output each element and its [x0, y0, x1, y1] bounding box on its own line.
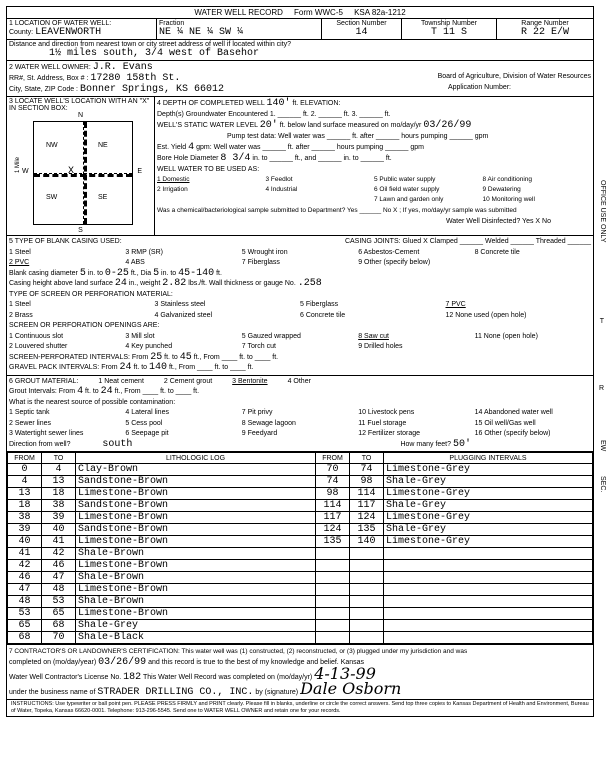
yield-text: gpm: Well water was ______ ft. after ______ hours pumping ______ gpm: [196, 144, 425, 151]
log-from[interactable]: 40: [8, 536, 42, 548]
screen-brass[interactable]: 2 Brass: [9, 311, 33, 319]
log-header-from: FROM: [8, 453, 42, 464]
section-7-certification: [7, 645, 593, 700]
log-to[interactable]: 48: [42, 584, 76, 596]
disinfected-text: Water Well Disinfected? Yes X No: [445, 218, 551, 225]
screen-intervals-label: SCREEN-PERFORATED INTERVALS:: [9, 353, 130, 361]
office-ew-label: EW: [599, 440, 606, 452]
static-date[interactable]: 03/26/99: [423, 120, 472, 131]
city-value[interactable]: Bonner Springs, KS 66012: [79, 84, 224, 95]
plug-lithology[interactable]: [384, 572, 593, 584]
plug-lithology[interactable]: [384, 560, 593, 572]
diam-value[interactable]: 5: [79, 267, 86, 279]
log-row: [8, 464, 593, 476]
plug-lithology[interactable]: [384, 584, 593, 596]
log-lithology[interactable]: Shale-Brown: [76, 548, 316, 560]
log-from[interactable]: 53: [8, 608, 42, 620]
groundwater-label: Depth(s) Groundwater Encountered: [157, 111, 268, 118]
log-from[interactable]: 65: [8, 620, 42, 632]
opening-none[interactable]: 11 None (open hole): [474, 332, 538, 340]
form-ksa: KSA 82a-1212: [354, 8, 406, 17]
plug-from[interactable]: [316, 596, 350, 608]
log-to[interactable]: 68: [42, 620, 76, 632]
log-from[interactable]: 68: [8, 632, 42, 644]
plug-to[interactable]: [350, 620, 384, 632]
grout-neat-cement[interactable]: 1 Neat cement: [98, 377, 144, 385]
owner-cell: [7, 61, 593, 96]
log-row: [8, 620, 593, 632]
gravel-to[interactable]: 140: [149, 362, 168, 373]
log-to[interactable]: 53: [42, 596, 76, 608]
plug-from[interactable]: 117: [316, 512, 350, 524]
direction-label: Direction from well?: [9, 440, 71, 448]
plug-lithology[interactable]: [384, 620, 593, 632]
section-number-label: Section Number: [336, 20, 387, 27]
north-label: N: [77, 112, 84, 119]
log-lithology[interactable]: Limestone-Brown: [76, 608, 316, 620]
log-to[interactable]: 47: [42, 572, 76, 584]
static-text: ft. below land surface measured on mo/day/yr: [279, 122, 422, 129]
distance-cell: [7, 40, 593, 60]
opening-continuous[interactable]: 1 Continuous slot: [9, 332, 64, 340]
township-value[interactable]: T 11 S: [430, 27, 467, 38]
use-air-conditioning[interactable]: 8 Air conditioning: [482, 176, 533, 183]
fraction-label: Fraction: [159, 20, 185, 27]
record-date[interactable]: 4-13-99: [314, 664, 376, 683]
direction-value[interactable]: south: [102, 438, 133, 450]
signature[interactable]: Dale Osborn: [300, 679, 402, 698]
section-3-locate: [7, 97, 155, 235]
log-row: [8, 608, 593, 620]
township-cell: [402, 19, 497, 39]
contam-sewer[interactable]: 2 Sewer lines: [9, 419, 52, 427]
weight-value[interactable]: 2.82: [162, 278, 187, 289]
township-label: Township Number: [420, 20, 478, 27]
log-from[interactable]: 47: [8, 584, 42, 596]
log-section: [7, 452, 593, 645]
plug-from[interactable]: 135: [316, 536, 350, 548]
dia2-range[interactable]: 45-140: [178, 267, 215, 279]
use-domestic[interactable]: 1 Domestic: [157, 176, 190, 183]
casing-abs[interactable]: 4 ABS: [125, 259, 145, 266]
grout-bentonite[interactable]: 3 Bentonite: [232, 377, 268, 385]
county-cell: [7, 19, 157, 39]
log-lithology[interactable]: Limestone-Brown: [76, 512, 316, 524]
log-row: [8, 572, 593, 584]
log-lithology[interactable]: Shale-Brown: [76, 572, 316, 584]
log-from[interactable]: 13: [8, 488, 42, 500]
log-from[interactable]: 18: [8, 500, 42, 512]
screen-concrete[interactable]: 6 Concrete tile: [300, 311, 346, 319]
plug-lithology[interactable]: Shale-Grey: [384, 500, 593, 512]
range-label: Range Number: [521, 20, 569, 27]
plug-from[interactable]: [316, 608, 350, 620]
static-value[interactable]: 20': [259, 120, 278, 131]
sections-3-4: [7, 97, 593, 236]
log-row: [8, 500, 593, 512]
distance-value[interactable]: 1½ miles south, 3/4 west of Basehor: [49, 48, 260, 59]
grout-cell: 6 GROUT MATERIAL: 1 Neat cement 2 Cement grout 3 Bentonite 4 Other Grout Intervals: From 4 ft. to 24 ft., From ____ ft. to ____ ft. What is the nearest source of possible contamination: 1 Septic tank 4 Lateral lines 7 Pit privy 10 Livestock pens 14 Abandoned water well 2 Sewer lines 5 Cess pool 8 Sewage lagoon 11 Fuel storage 15 Oil well/Gas well 3 Watertight sewer lines 6 Seepage pit 9 Feedyard 12 Fertilizer storage 16 Other (specify below) Direction from well? south How many feet? 50': [7, 376, 593, 452]
diam-label: Blank casing diameter: [9, 269, 78, 277]
groundwater-values[interactable]: 1. ______ ft. 2. ______ ft. 3. ______ ft.: [269, 111, 391, 118]
log-header-lithologic: LITHOLOGIC LOG: [76, 453, 316, 464]
well-location-mark[interactable]: X: [68, 166, 75, 177]
grout-cement[interactable]: 2 Cement grout: [163, 377, 213, 385]
contam-fuel[interactable]: 11 Fuel storage: [358, 419, 407, 427]
log-from[interactable]: 0: [8, 464, 42, 476]
contam-lagoon[interactable]: 8 Sewage lagoon: [241, 419, 296, 427]
county-value[interactable]: LEAVENWORTH: [35, 27, 102, 38]
log-row: [8, 476, 593, 488]
plug-lithology[interactable]: [384, 548, 593, 560]
certification-cell: [7, 645, 593, 699]
range-cell: [497, 19, 593, 39]
business-label: under the business name of: [9, 689, 96, 696]
contam-watertight[interactable]: 3 Watertight sewer lines: [9, 430, 84, 437]
office-r-label: R: [598, 385, 604, 392]
owner-value[interactable]: J.R. Evans: [92, 62, 153, 73]
section-1-location: [7, 19, 593, 40]
yield-label: Est. Yield: [157, 144, 187, 151]
use-monitoring[interactable]: 10 Monitoring well: [482, 196, 535, 203]
casing-steel[interactable]: 1 Steel: [9, 248, 31, 256]
east-label: E: [137, 168, 142, 175]
screen-steel[interactable]: 1 Steel: [9, 301, 31, 308]
lithologic-log-table: [7, 452, 593, 644]
form-number: Form WWC-5: [294, 8, 343, 17]
height-label: Casing height above land surface: [9, 280, 113, 287]
opening-saw-cut[interactable]: 8 Saw cut: [358, 332, 389, 340]
use-oil-field[interactable]: 6 Oil field water supply: [374, 186, 440, 193]
completed-label: completed on (mo/day/year): [9, 659, 97, 666]
screen-to[interactable]: 45: [179, 351, 192, 363]
openings-label: SCREEN OR PERFORATION OPENINGS ARE:: [9, 322, 160, 329]
se-label: SE: [98, 194, 108, 201]
office-t-label: T: [599, 318, 604, 325]
section-6-grout: [7, 376, 593, 453]
log-row: [8, 632, 593, 644]
true-text: and this record is true to the best of my knowledge and belief. Kansas: [148, 659, 365, 666]
plug-lithology[interactable]: [384, 596, 593, 608]
plug-from[interactable]: 98: [316, 488, 350, 500]
casing-concrete[interactable]: 8 Concrete tile: [474, 248, 520, 256]
dia2-value[interactable]: 5: [153, 267, 160, 279]
log-to[interactable]: 40: [42, 524, 76, 536]
log-lithology[interactable]: Shale-Brown: [76, 596, 316, 608]
log-row: [8, 584, 593, 596]
plug-from[interactable]: [316, 620, 350, 632]
casing-cell: 5 TYPE OF BLANK CASING USED: CASING JOINTS: Glued X Clamped ______ Welded ______ Threaded ______ 1 Steel 3 RMP (SR) 5 Wrought iron 6 Asbestos-Cement 8 Concrete tile 2 PVC 4 ABS 7 Fiberglass 9 Other (specify below) Blank casing diameter 5 in. to 0-25 ft., Dia 5 in. to 45-140 ft. Casing height above land surface 24 in., weight 2.82 lbs./ft. Wall thickness or gauge No. .258 TYPE OF SCREEN OR PERFORATION MATERIAL: 1 Steel 3 Stainless steel 5 Fiberglass 7 PVC 2 Brass 4 Galvanized steel 6 Concrete tile 12 None used (open hole) SCREEN OR PERFORATION OPENINGS ARE: 1 Continuous slot 3 Mill slot 5 Gauzed wrapped 8 Saw cut 11 None (open hole) 2 Louvered shutter 4 Key punched 7 Torch cut 9 Drilled holes SCREEN-PERFORATED INTERVALS: From 25 ft. to 45 ft., From ____ ft. to ____ ft. GRAVEL PACK INTERVALS: From 24 ft. to 140 ft., From ____ ft. to ____ ft.: [9, 238, 591, 373]
fraction-value[interactable]: NE ¼ NE ¼ SW ¼: [159, 27, 244, 38]
plug-to[interactable]: [350, 596, 384, 608]
nw-label: NW: [46, 142, 58, 149]
form-title: [7, 7, 593, 19]
log-lithology[interactable]: Shale-Black: [76, 632, 316, 644]
use-dewatering[interactable]: 9 Dewatering: [482, 186, 521, 193]
plug-lithology[interactable]: Limestone-Grey: [384, 536, 593, 548]
feet-label: How many feet?: [400, 440, 452, 448]
grid-hline: [34, 173, 132, 177]
section-box: [15, 121, 142, 225]
plug-to[interactable]: 135: [350, 524, 384, 536]
gravel-from[interactable]: 24: [119, 362, 132, 373]
log-body: [8, 464, 593, 644]
gravel-label: GRAVEL PACK INTERVALS:: [9, 364, 100, 371]
license-value[interactable]: 182: [123, 672, 142, 683]
casing-other[interactable]: 9 Other (specify below): [358, 259, 431, 266]
office-sec-label: SEC.: [599, 476, 606, 493]
plug-lithology[interactable]: Shale-Grey: [384, 476, 593, 488]
plug-lithology[interactable]: Shale-Grey: [384, 524, 593, 536]
opening-torch[interactable]: 7 Torch cut: [241, 343, 276, 350]
casing-fiberglass[interactable]: 7 Fiberglass: [241, 259, 280, 266]
instructions-text: INSTRUCTIONS: Use typewriter or ball point pen. PLEASE PRESS FIRMLY and PRINT clearly. Please fill in blanks, underline or circle the correct answers. Send top three copies to Kansas Department of Health and Environment, Bureau of Water, Topeka, Kansas 66620-0001. Telephone: 913-296-5545. Send one to WATER WELL OWNER and retain one for your records.: [11, 701, 589, 714]
address-value[interactable]: 17280 158th St.: [90, 73, 181, 84]
section-number-value[interactable]: 14: [355, 27, 368, 38]
section-4-depth: [155, 97, 593, 235]
section-5-casing: [7, 236, 593, 376]
bore-text: in. to ______ ft., and ______ in. to ______ ft.: [252, 155, 392, 162]
mile-label: 1 Mile: [15, 156, 22, 174]
log-to[interactable]: 18: [42, 488, 76, 500]
application-label: Application Number:: [447, 84, 511, 91]
log-lithology[interactable]: Shale-Grey: [76, 620, 316, 632]
use-industrial[interactable]: 4 Industrial: [265, 186, 298, 193]
screen-stainless[interactable]: 3 Stainless steel: [154, 301, 206, 308]
contam-septic[interactable]: 1 Septic tank: [9, 409, 50, 416]
yield-value[interactable]: 4: [188, 142, 195, 153]
screen-label: TYPE OF SCREEN OR PERFORATION MATERIAL:: [9, 290, 173, 298]
section-1-label: 1 LOCATION OF WATER WELL:: [9, 20, 112, 27]
owner-label: 2 WATER WELL OWNER:: [9, 64, 91, 71]
opening-key-punched[interactable]: 4 Key punched: [125, 343, 173, 350]
range-value[interactable]: R 22 E/W: [520, 27, 569, 38]
plug-from[interactable]: [316, 560, 350, 572]
plug-to[interactable]: [350, 548, 384, 560]
plug-to[interactable]: 124: [350, 512, 384, 524]
plug-lithology[interactable]: [384, 608, 593, 620]
casing-rmp[interactable]: 3 RMP (SR): [125, 248, 163, 256]
log-lithology[interactable]: Sandstone-Brown: [76, 476, 316, 488]
completed-date[interactable]: 03/26/99: [98, 657, 147, 668]
sw-label: SW: [46, 194, 58, 201]
screen-none[interactable]: 12 None used (open hole): [445, 311, 527, 319]
depth-value[interactable]: 140': [266, 98, 291, 109]
grout-other[interactable]: 4 Other: [287, 377, 311, 385]
static-label: WELL'S STATIC WATER LEVEL: [157, 122, 258, 129]
log-lithology[interactable]: Limestone-Brown: [76, 536, 316, 548]
casing-label: 5 TYPE OF BLANK CASING USED:: [9, 238, 122, 245]
ne-label: NE: [98, 142, 108, 149]
log-from[interactable]: 41: [8, 548, 42, 560]
log-lithology[interactable]: Sandstone-Brown: [76, 500, 316, 512]
water-well-record-form: [6, 6, 594, 717]
casing-pvc[interactable]: 2 PVC: [9, 259, 30, 266]
plug-to[interactable]: [350, 608, 384, 620]
city-label: City, State, ZIP Code :: [9, 86, 78, 93]
contam-other[interactable]: 16 Other (specify below): [474, 430, 551, 437]
signature-label: by (signature): [255, 689, 299, 696]
pump-test-text: Pump test data: Well water was ______ ft. after ______ hours pumping ______ gpm: [227, 133, 489, 140]
feet-value[interactable]: 50': [452, 438, 471, 450]
contam-cess-pool[interactable]: 5 Cess pool: [125, 419, 163, 427]
contam-seepage[interactable]: 6 Seepage pit: [125, 430, 169, 437]
record-text: This Water Well Record was completed on (mo/day/yr): [143, 674, 313, 681]
log-row: [8, 512, 593, 524]
plug-from[interactable]: [316, 584, 350, 596]
gauge-value[interactable]: .258: [297, 278, 322, 289]
log-from[interactable]: 39: [8, 524, 42, 536]
plug-from[interactable]: 124: [316, 524, 350, 536]
use-label: WELL WATER TO BE USED AS:: [157, 166, 260, 173]
plug-lithology[interactable]: [384, 632, 593, 644]
plug-to[interactable]: 117: [350, 500, 384, 512]
diam-range[interactable]: 0-25: [104, 267, 129, 279]
elevation-label: ft. ELEVATION:: [292, 100, 341, 107]
contam-oil-gas-well[interactable]: 15 Oil well/Gas well: [474, 419, 536, 427]
plug-to[interactable]: [350, 632, 384, 644]
use-lawn-garden[interactable]: 7 Lawn and garden only: [374, 196, 444, 203]
section-2-owner: [7, 61, 593, 97]
height-value[interactable]: 24: [114, 278, 127, 289]
contam-livestock[interactable]: 10 Livestock pens: [358, 409, 415, 416]
log-row: [8, 560, 593, 572]
log-from[interactable]: 48: [8, 596, 42, 608]
section-number-cell: [322, 19, 402, 39]
log-to[interactable]: 39: [42, 512, 76, 524]
grout-intervals-label: Grout Intervals:: [9, 388, 57, 395]
address-label: RR#, St. Address, Box # :: [9, 75, 89, 82]
log-from[interactable]: 46: [8, 572, 42, 584]
plug-lithology[interactable]: Limestone-Grey: [384, 464, 593, 476]
log-header-plug-to: TO: [350, 453, 384, 464]
plug-to[interactable]: [350, 560, 384, 572]
log-to[interactable]: 46: [42, 560, 76, 572]
log-lithology[interactable]: Sandstone-Brown: [76, 524, 316, 536]
casing-wrought-iron[interactable]: 5 Wrought iron: [241, 248, 288, 256]
distance-label: Distance and direction from nearest town or city street address of well if located within city?: [9, 41, 292, 48]
log-from[interactable]: 4: [8, 476, 42, 488]
use-feedlot[interactable]: 3 Feedlot: [265, 176, 293, 183]
plug-to[interactable]: 140: [350, 536, 384, 548]
contam-feedyard[interactable]: 9 Feedyard: [241, 430, 278, 437]
bore-label: Bore Hole Diameter: [157, 155, 219, 162]
log-lithology[interactable]: Clay-Brown: [76, 464, 316, 476]
plug-to[interactable]: 114: [350, 488, 384, 500]
contam-lateral[interactable]: 4 Lateral lines: [125, 409, 169, 416]
plug-from[interactable]: 70: [316, 464, 350, 476]
plug-lithology[interactable]: Limestone-Grey: [384, 488, 593, 500]
business-value[interactable]: STRADER DRILLING CO., INC.: [97, 687, 254, 698]
west-label: W: [22, 168, 29, 175]
certification-label: 7 CONTRACTOR'S OR LANDOWNER'S CERTIFICATION: This water well was (1) constructed, (2) reconstructed, or (3) plugged under my jurisdiction and was: [9, 648, 468, 655]
plug-to[interactable]: 98: [350, 476, 384, 488]
log-to[interactable]: 4: [42, 464, 76, 476]
log-to[interactable]: 42: [42, 548, 76, 560]
plug-to[interactable]: 74: [350, 464, 384, 476]
log-row: [8, 488, 593, 500]
log-to[interactable]: 70: [42, 632, 76, 644]
casing-asbestos[interactable]: 6 Asbestos-Cement: [358, 248, 420, 256]
log-to[interactable]: 13: [42, 476, 76, 488]
section-3-label: 3 LOCATE WELL'S LOCATION WITH AN "X" IN SECTION BOX:: [9, 98, 150, 112]
county-label: County:: [9, 29, 34, 36]
plug-from[interactable]: [316, 572, 350, 584]
log-from[interactable]: 42: [8, 560, 42, 572]
log-row: [8, 548, 593, 560]
south-label: S: [78, 227, 83, 234]
screen-galvanized[interactable]: 4 Galvanized steel: [154, 311, 213, 319]
plug-lithology[interactable]: Limestone-Grey: [384, 512, 593, 524]
log-row: [8, 596, 593, 608]
board-text: Board of Agriculture, Division of Water Resources: [437, 73, 591, 80]
plug-from[interactable]: 114: [316, 500, 350, 512]
log-to[interactable]: 41: [42, 536, 76, 548]
grout-to[interactable]: 24: [100, 386, 113, 397]
plug-to[interactable]: [350, 584, 384, 596]
plug-to[interactable]: [350, 572, 384, 584]
screen-from[interactable]: 25: [150, 351, 163, 363]
bore-value[interactable]: 8 3/4: [220, 153, 251, 164]
form-title-text: WATER WELL RECORD: [194, 8, 283, 17]
opening-mill[interactable]: 3 Mill slot: [125, 332, 155, 340]
log-lithology[interactable]: Limestone-Brown: [76, 560, 316, 572]
casing-joints: CASING JOINTS: Glued X Clamped ______ Welded ______ Threaded ______: [344, 238, 591, 245]
log-row: [8, 536, 593, 548]
log-lithology[interactable]: Limestone-Brown: [76, 584, 316, 596]
log-header-plug-from: FROM: [316, 453, 350, 464]
grout-label: 6 GROUT MATERIAL:: [9, 377, 79, 385]
chem-sample-text: Was a chemical/bacteriological sample submitted to Department? Yes ______ No X ; If yes, mo/day/yr sample was submitted: [157, 207, 517, 214]
office-use-label: OFFICE USE ONLY: [599, 180, 606, 243]
log-row: [8, 524, 593, 536]
depth-label: 4 DEPTH OF COMPLETED WELL: [157, 100, 265, 107]
contam-pit-privy[interactable]: 7 Pit privy: [241, 409, 273, 416]
log-header-to: TO: [42, 453, 76, 464]
screen-fiberglass[interactable]: 5 Fiberglass: [300, 301, 339, 308]
plug-from[interactable]: [316, 632, 350, 644]
opening-louvered[interactable]: 2 Louvered shutter: [9, 343, 68, 350]
screen-pvc[interactable]: 7 PVC: [445, 301, 466, 308]
log-to[interactable]: 38: [42, 500, 76, 512]
plug-from[interactable]: [316, 548, 350, 560]
log-to[interactable]: 65: [42, 608, 76, 620]
log-header-plugging: PLUGGING INTERVALS: [384, 453, 593, 464]
use-public-supply[interactable]: 5 Public water supply: [374, 176, 436, 183]
contam-label: What is the nearest source of possible contamination:: [9, 398, 176, 406]
fraction-cell: [157, 19, 322, 39]
log-from[interactable]: 38: [8, 512, 42, 524]
log-lithology[interactable]: Limestone-Brown: [76, 488, 316, 500]
distance-row: [7, 40, 593, 61]
contam-fertilizer[interactable]: 12 Fertilizer storage: [358, 430, 421, 437]
opening-drilled[interactable]: 9 Drilled holes: [358, 343, 403, 350]
contam-abandoned-well[interactable]: 14 Abandoned water well: [474, 409, 553, 416]
grout-from[interactable]: 4: [77, 386, 84, 397]
use-irrigation[interactable]: 2 Irrigation: [157, 186, 188, 193]
plug-from[interactable]: 74: [316, 476, 350, 488]
license-label: Water Well Contractor's License No.: [9, 674, 122, 681]
opening-gauzed[interactable]: 5 Gauzed wrapped: [241, 332, 301, 340]
